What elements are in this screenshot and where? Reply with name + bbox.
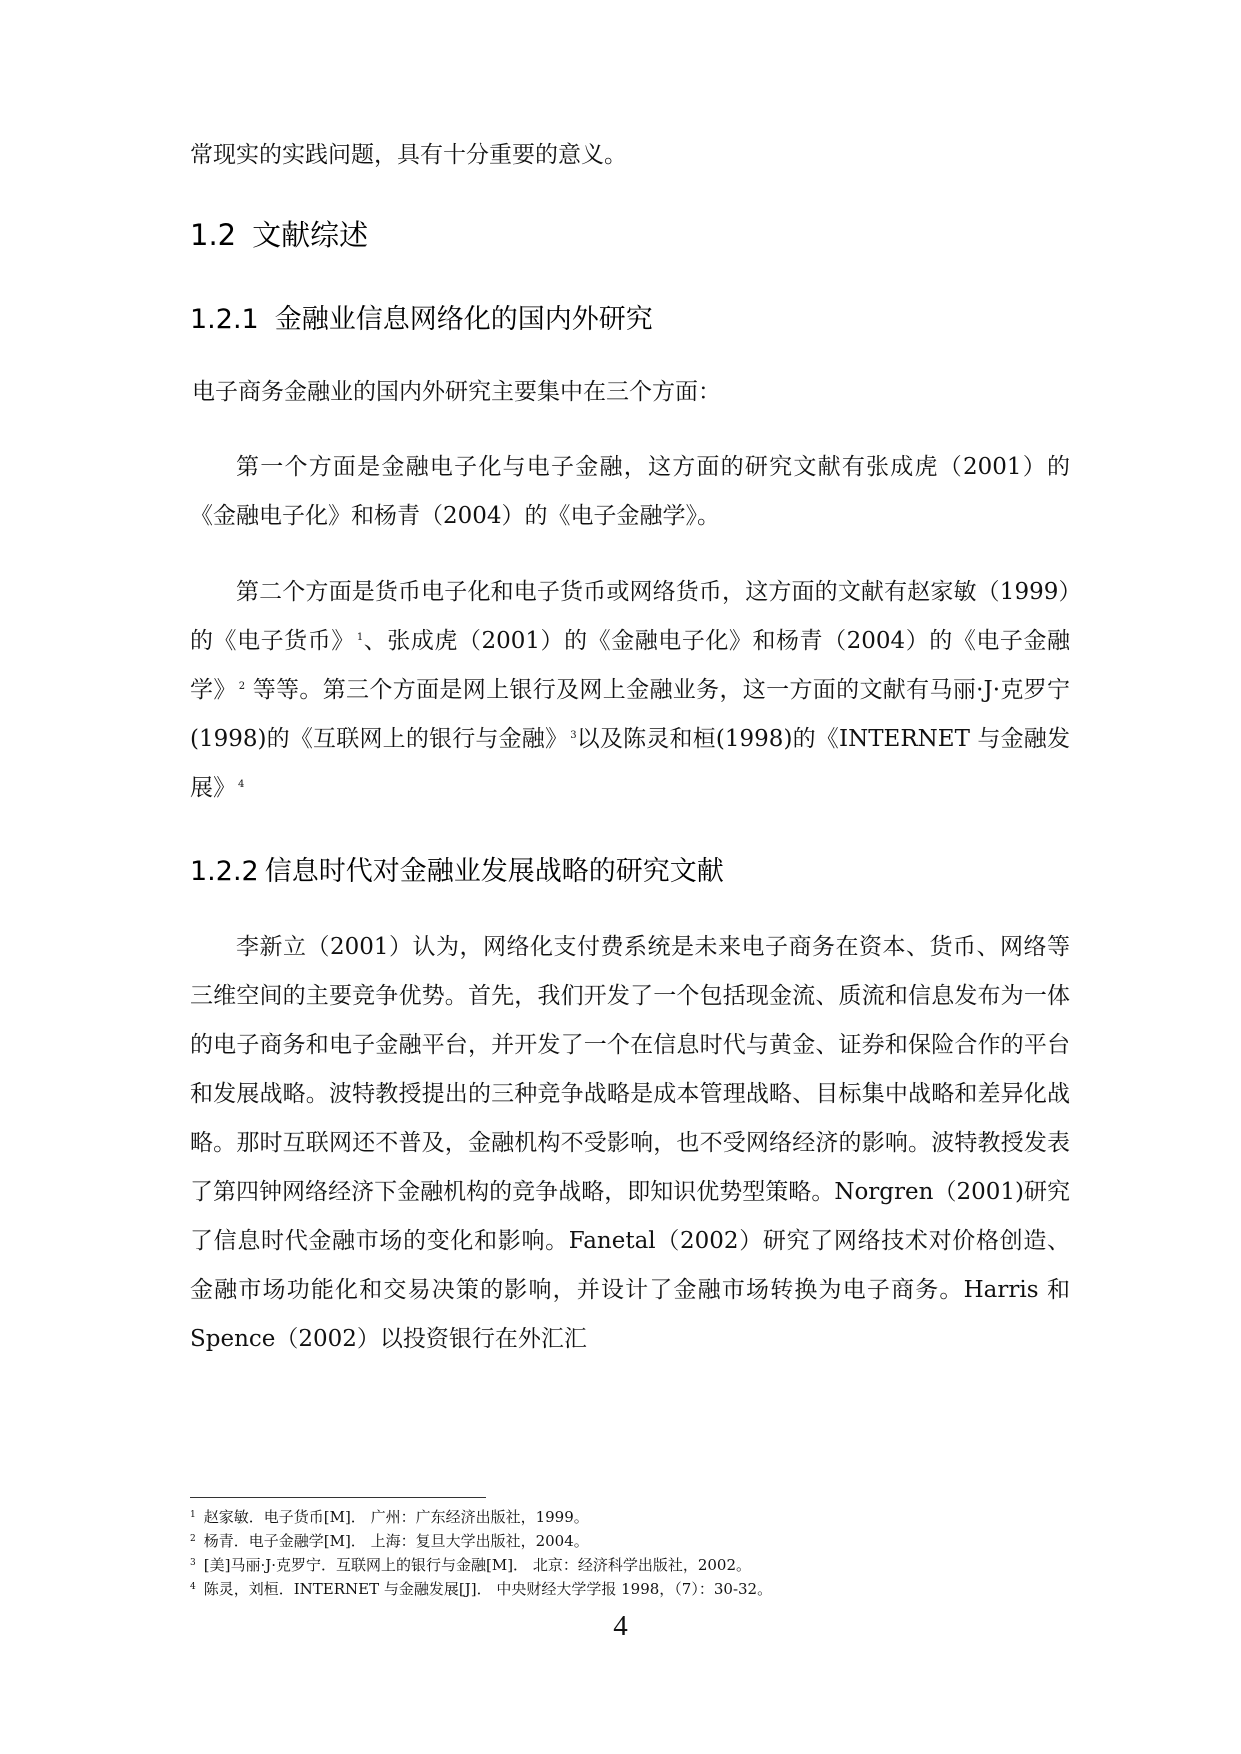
footnote-2-mark: 2 xyxy=(190,1534,196,1544)
footnote-ref-4[interactable]: 4 xyxy=(238,779,245,790)
subsection-heading-2 xyxy=(190,849,724,888)
subsection-2-title: 信息时代对金融业发展战略的研究文献 xyxy=(264,856,724,887)
footnote-divider xyxy=(190,1497,486,1498)
footnote-1-mark: 1 xyxy=(190,1510,196,1520)
section-heading xyxy=(190,213,368,254)
section-number: 1.2 xyxy=(190,218,237,252)
subsection-heading-1 xyxy=(190,297,653,336)
footnote-ref-2[interactable]: 2 xyxy=(238,681,246,692)
footnote-2-text: 杨青．电子金融学[M]． 上海：复旦大学出版社，2004。 xyxy=(203,1532,589,1550)
footnotes xyxy=(190,1504,1090,1600)
footnote-3-mark: 3 xyxy=(190,1558,196,1568)
footnote-ref-3[interactable]: 3 xyxy=(570,730,577,741)
footnote-3-text: [美]马丽·J·克罗宁．互联网上的银行与金融[M]． 北京：经济科学出版社，2002。 xyxy=(203,1556,751,1574)
paragraph-2-part-2: 、张成虎（2001）的《金融电子化》和杨青（2004）的《电子金融学》 xyxy=(190,628,1070,703)
footnote-3 xyxy=(190,1552,1090,1576)
paragraph-2-part-3: 等等。第三个方面是网上银行及网上金融业务，这一方面的文献有马丽·J·克罗宁(1998)的《互联网上的银行与金融》 xyxy=(190,677,1071,752)
footnote-ref-1[interactable]: 1 xyxy=(356,632,364,643)
subsection-1-intro: 电子商务金融业的国内外研究主要集中在三个方面： xyxy=(192,379,721,405)
footnote-4-mark: 4 xyxy=(190,1582,196,1592)
section-title: 文献综述 xyxy=(252,218,369,252)
footnote-4-text: 陈灵，刘桓．INTERNET 与金融发展[J]． 中央财经大学学报 1998，（7）：30-32。 xyxy=(203,1580,773,1598)
paragraph-1: 第一个方面是金融电子化与电子金融，这方面的研究文献有张成虎（2001）的《金融电子化》和杨青（2004）的《电子金融学》。 xyxy=(190,454,1070,529)
page-number: 4 xyxy=(613,1610,628,1642)
paragraph-2 xyxy=(190,568,1070,813)
intro-line: 常现实的实践问题，具有十分重要的意义。 xyxy=(190,142,627,168)
subsection-1-number: 1.2.1 xyxy=(190,304,259,335)
subsection-1-title: 金融业信息网络化的国内外研究 xyxy=(274,304,653,335)
footnote-1 xyxy=(190,1504,1090,1528)
paragraph-3: 李新立（2001）认为，网络化支付费系统是未来电子商务在资本、货币、网络等三维空间的主要竞争优势。首先，我们开发了一个包括现金流、质流和信息发布为一体的电子商务和电子金融平台，并开发了一个在信息时代与黄金、证券和保险合作的平台和发展战略。波特教授提出的三种竞争战略是成本管理战略、目标集中战略和差异化战略。那时互联网还不普及，金融机构不受影响，也不受网络经济的影响。波特教授发表了第四钟网络经济下金融机构的竞争战略，即知识优势型策略。Norgren（2001)研究了信息时代金融市场的变化和影响。Fanetal（2002）研究了网络技术对价格创造、金融市场功能化和交易决策的影响，并设计了金融市场转换为电子商务。Harris 和 Spence（2002）以投资银行在外汇汇 xyxy=(190,934,1070,1352)
footnote-1-text: 赵家敏．电子货币[M]． 广州：广东经济出版社，1999。 xyxy=(203,1508,589,1526)
paragraph-2-part-4: 以及陈灵和桓(1998)的《INTERNET 与金融发展》 xyxy=(190,726,1070,801)
paragraph-2-part-1: 第二个方面是货币电子化和电子货币或网络货币，这方面的文献有赵家敏（1999）的《电子货币》 xyxy=(190,579,1070,654)
subsection-2-number: 1.2.2 xyxy=(190,856,259,887)
footnote-2 xyxy=(190,1528,1090,1552)
footnote-4 xyxy=(190,1576,1090,1600)
